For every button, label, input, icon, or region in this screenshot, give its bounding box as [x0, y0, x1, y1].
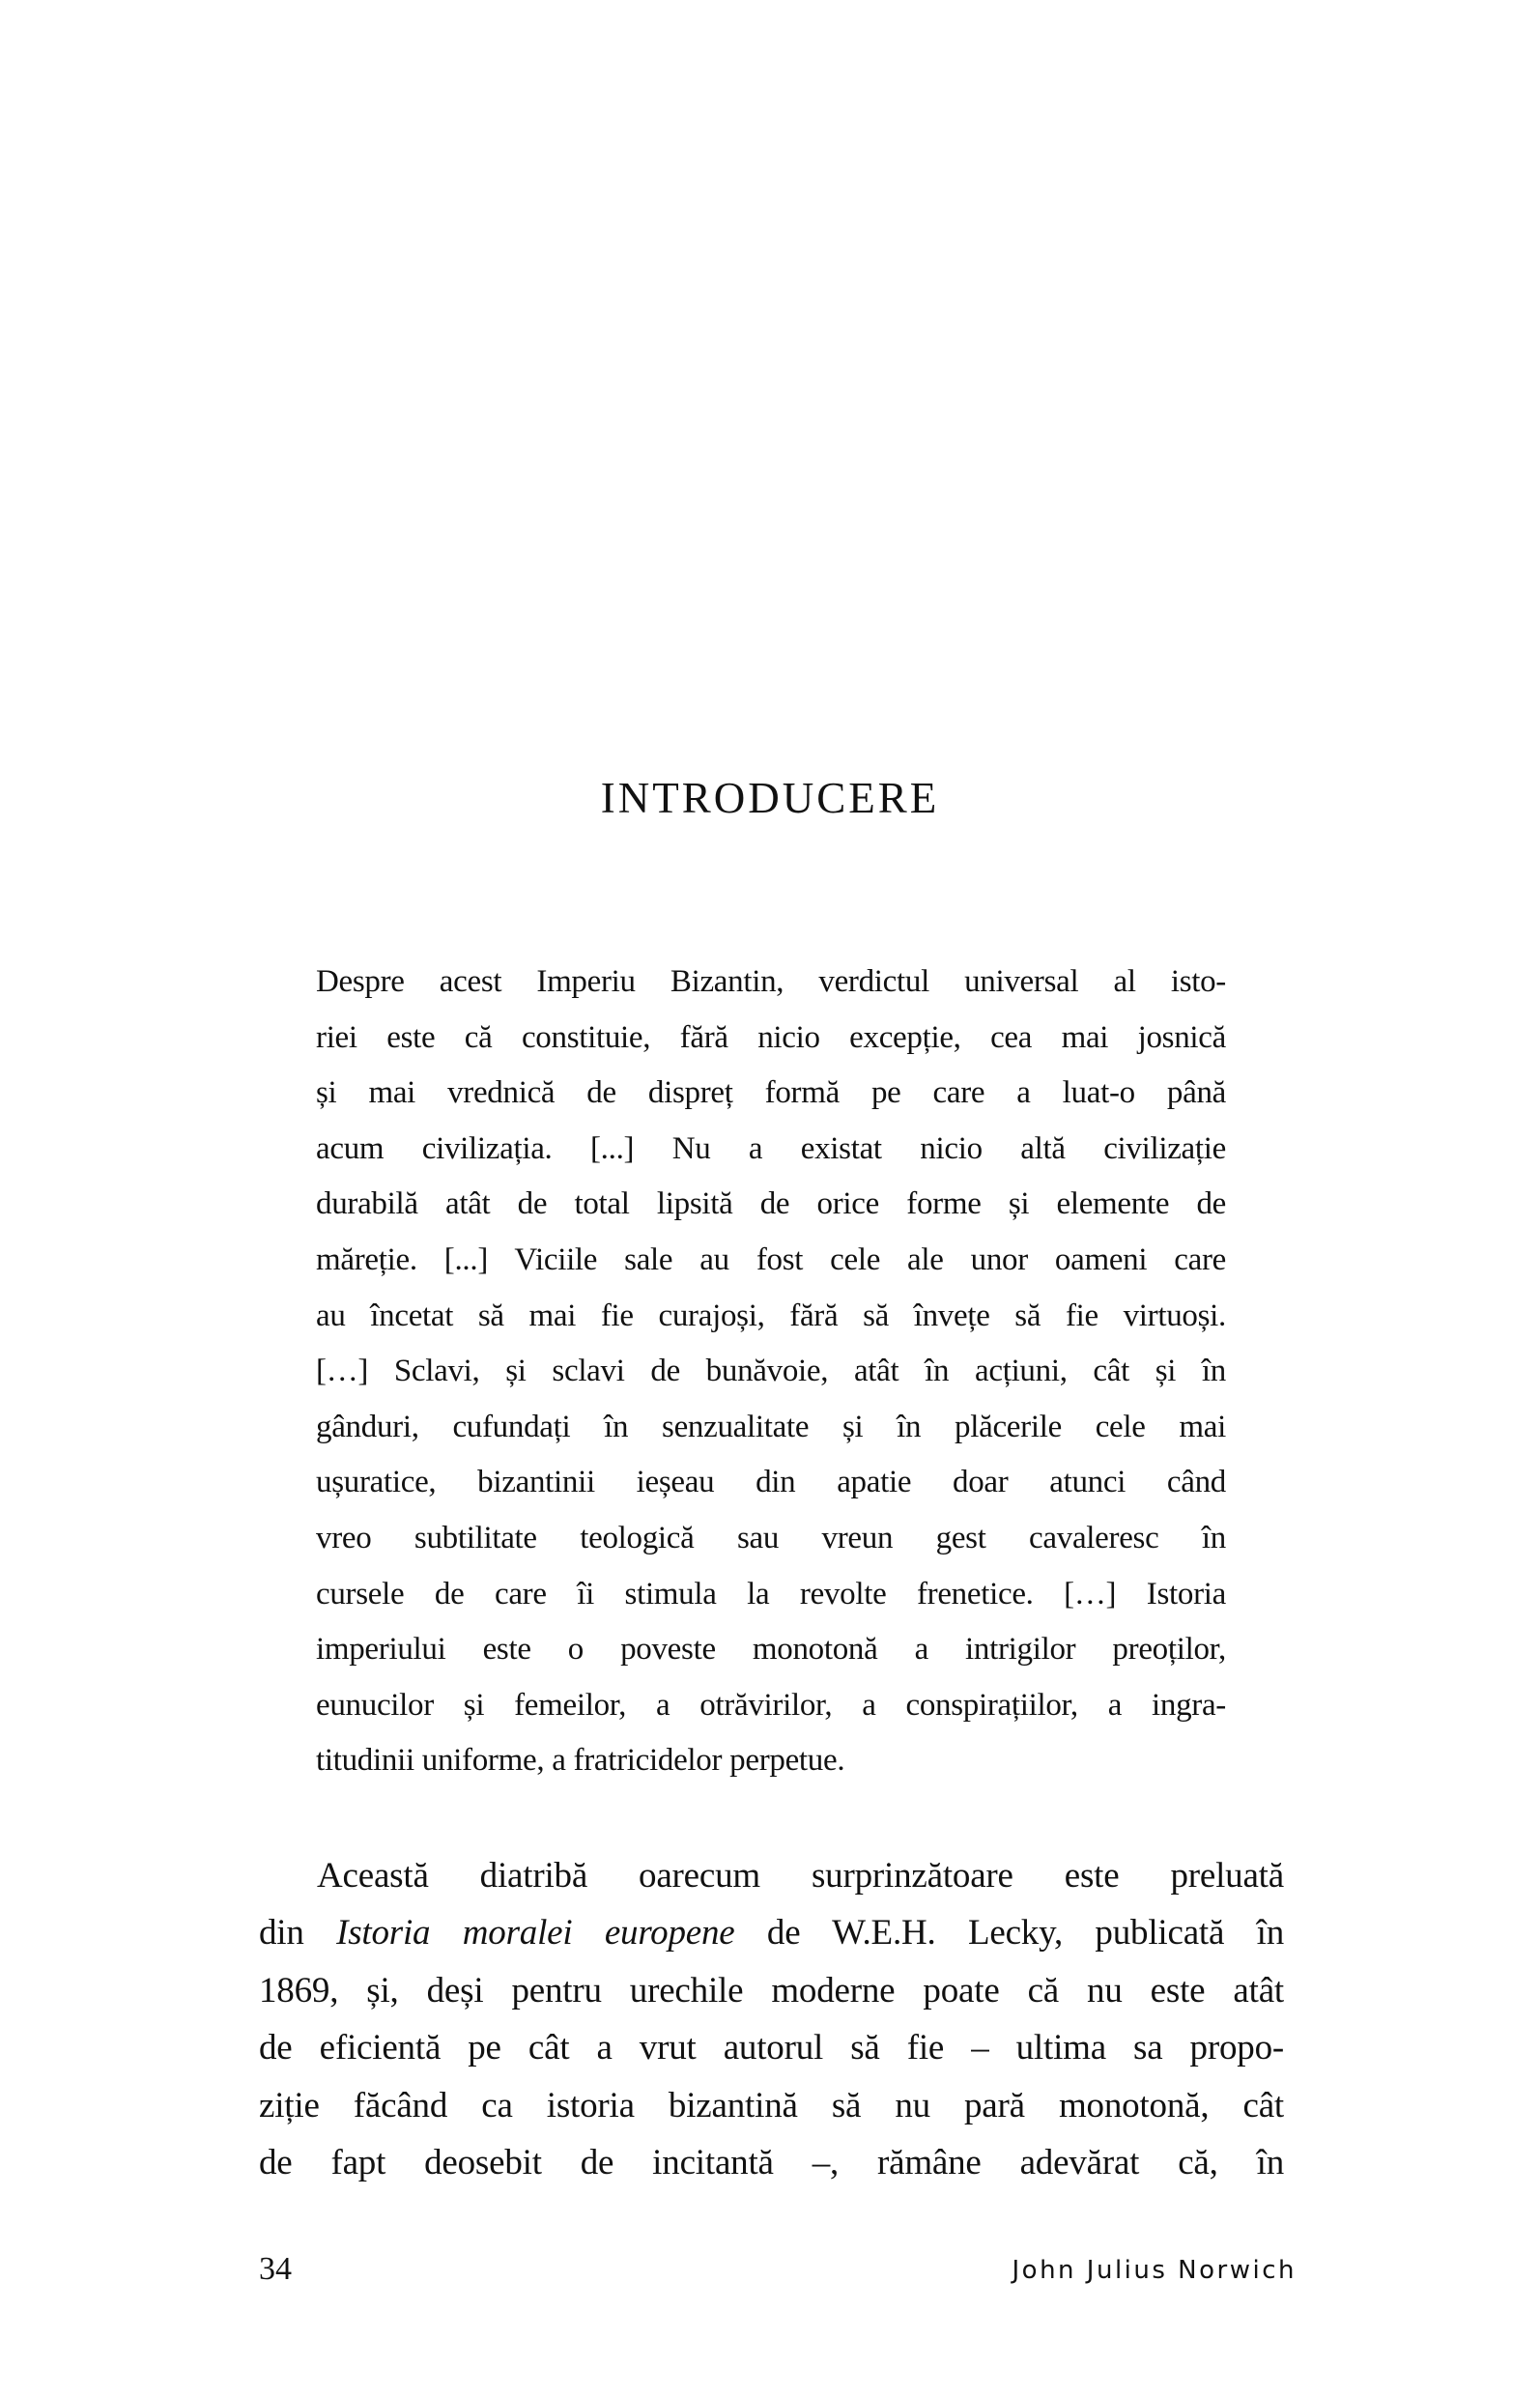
quote-line: au încetat să mai fie curajoși, fără să învețe să fie virtuoși. [316, 1298, 1226, 1333]
body-line: de eficientă pe cât a vrut autorul să fie – ultima sa propo- [259, 2028, 1284, 2068]
epigraph-quote [316, 955, 1226, 1789]
quote-line: gânduri, cufundați în senzualitate și în plăcerile cele mai [316, 1409, 1226, 1444]
quote-line: acum civilizația. [...] Nu a existat nicio altă civilizație [316, 1130, 1226, 1166]
quote-line: […] Sclavi, și sclavi de bunăvoie, atât în acțiuni, cât și în [316, 1354, 1226, 1389]
quote-line: Despre acest Imperiu Bizantin, verdictul universal al isto- [316, 964, 1226, 999]
body-line: ziție făcând ca istoria bizantină să nu pară monotonă, cât [259, 2085, 1284, 2125]
quote-line: vreo subtilitate teologică sau vreun gest cavaleresc în [316, 1520, 1226, 1555]
body-text: din [259, 1913, 337, 1954]
page-number: 34 [259, 2251, 292, 2287]
quote-line: măreție. [...] Viciile sale au fost cele ale unor oameni care [316, 1241, 1226, 1277]
body-line: Această diatribă oarecum surprinzătoare este preluată [317, 1856, 1284, 1896]
quote-line: durabilă atât de total lipsită de orice forme și elemente de [316, 1186, 1226, 1222]
quote-line: titudinii uniforme, a fratricidelor perpetue. [316, 1743, 845, 1779]
body-line: 1869, și, deși pentru urechile moderne poate că nu este atât [259, 1970, 1284, 2011]
chapter-title: INTRODUCERE [600, 774, 940, 822]
book-title-italic: Istoria moralei europene [336, 1913, 735, 1954]
body-line: de fapt deosebit de incitantă –, rămâne adevărat că, în [259, 2142, 1284, 2182]
quote-line: riei este că constituie, fără nicio excepție, cea mai josnică [316, 1019, 1226, 1055]
body-line [259, 1904, 1284, 1961]
body-text: de W.E.H. Lecky, publicată în [734, 1913, 1285, 1954]
quote-line: cursele de care îi stimula la revolte frenetice. […] Istoria [316, 1576, 1226, 1612]
running-footer-author: John Julius Norwich [1012, 2256, 1297, 2285]
quote-line: ușuratice, bizantinii ieșeau din apatie doar atunci când [316, 1465, 1226, 1500]
quote-line: și mai vrednică de dispreț formă pe care a luat-o până [316, 1075, 1226, 1111]
body-paragraph [259, 1847, 1284, 2191]
quote-line: imperiului este o poveste monotonă a intrigilor preoților, [316, 1632, 1226, 1668]
quote-line: eunucilor și femeilor, a otrăvirilor, a conspirațiilor, a ingra- [316, 1687, 1226, 1723]
